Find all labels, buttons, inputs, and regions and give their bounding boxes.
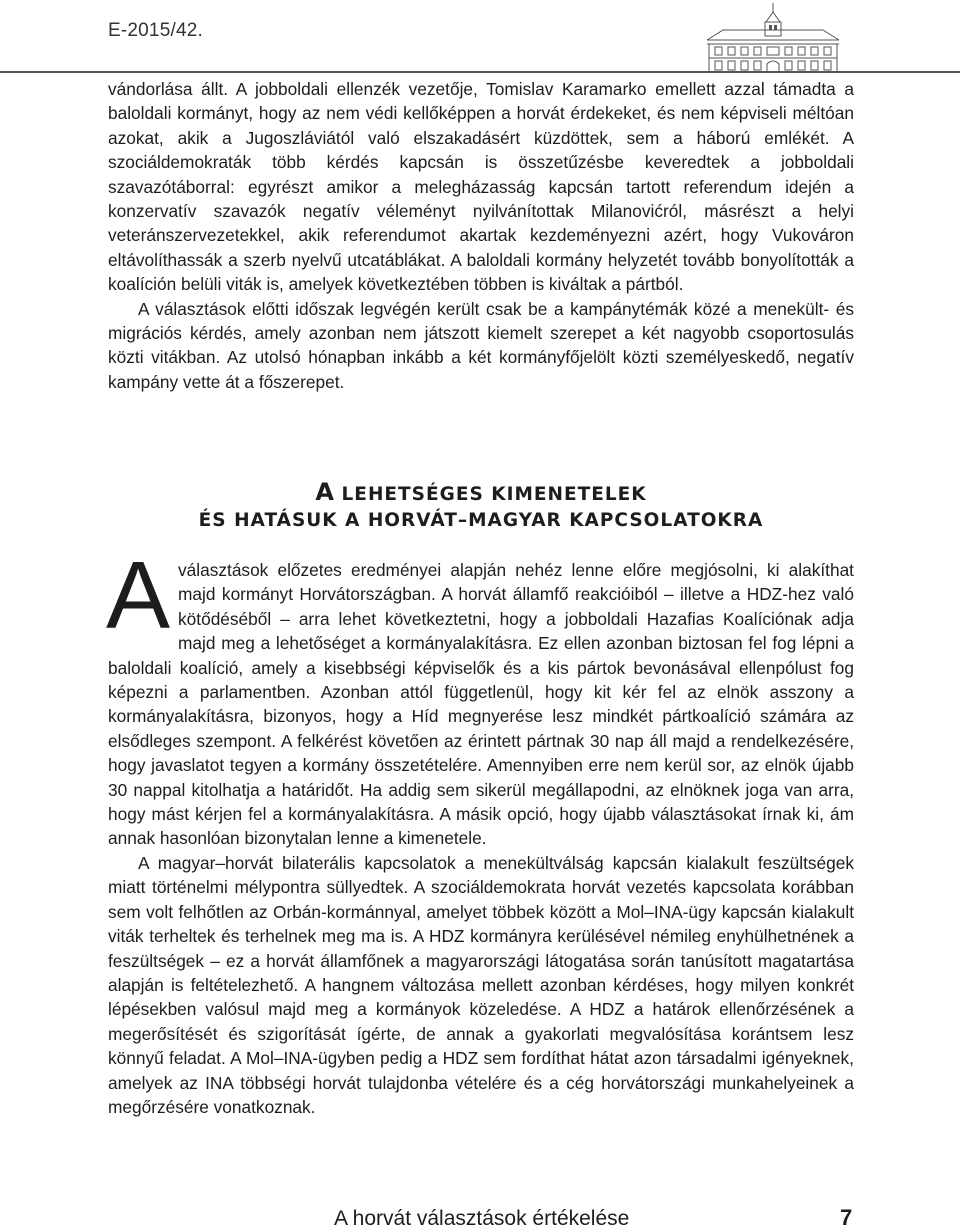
header-divider (0, 71, 960, 73)
section-title-line-1 (108, 478, 854, 506)
intro-paragraph-2: A választások előtti időszak legvégén került csak be a kampánytémák közé a menekült- és migrációs kérdés, amely azonban nem játszott kiemelt szerepet a két nagyobb csoportosulás közti vitákban. Az utolsó hónapban inkább a két kormányfőjelölt közti személyeskedő, negatív kampány vette át a főszerepet. (108, 298, 854, 392)
section-title-initial: A (315, 478, 335, 506)
section-text-block (106, 542, 854, 1119)
intro-paragraph-1: vándorlása állt. A jobboldali ellenzék vezetője, Tomislav Karamarko emellett azzal támadta a baloldali kormányt, hogy az nem védi kellőképpen a horvát érdekeket, és nem képviseli méltóan azokat, akik a Jugoszláviától való elszakadásért küzdöttek, sem a háború emlékét. A szociáldemokraták több kérdés kapcsán is összetűzésbe keveredtek a jobboldali szavazótáborral: egyrészt amikor a melegházasság kapcsán tartott referendum idején a konzervatív szavazók negatív véleményt nyilvánítottak Milanovićról, másrészt a helyi veteránszervezetekkel, akik referendumot akartak kezdeményezni azért, hogy Vukováron eltávolíthassák a szerb nyelvű utcatáblákat. A baloldali kormány helyzetét tovább bonyolították a koalíción belüli viták is, amelyek következtében többen is kiváltak a pártból. (108, 79, 854, 295)
footer-title: A horvát választások értékelése (334, 1207, 630, 1230)
section-title-line-2: ÉS HATÁSUK A HORVÁT–MAGYAR KAPCSOLATOKRA (198, 510, 764, 531)
document-code: E-2015/42. (108, 20, 203, 41)
section-paragraph-1: Aválasztások előzetes eredményei alapján nehéz lenne előre megjósolni, ki alakíthat majd kormányt Horvátországban. A horvát államfő reakcióiból – illetve a HDZ-hez való kötődéséből – arra lehet következtetni, hogy a jobboldali Hazafias Koalíciónak adja majd meg a lehetőséget a kormányalakításra. Ez ellen azonban biztosan fel fog lépni a baloldali koalíció, amely a kisebbségi képviselők és a kis pártok bevonásával ellenpólust fog képezni a parlamentben. Azonban attól függetlenül, hogy kit kér fel az elnök asszony a kormányalakításra, bizonyos, hogy a Híd megnyerése lesz mindkét pártkoalíció számára az elsődleges szempont. A felkérést követően az érintett pártnak 30 nap áll majd a rendelkezésére, hogy javaslatot tegyen a kormány összetételére. Amennyiben erre nem kerül sor, az elnök újabb 30 nappal kitolhatja a határidőt. Ha addig sem sikerül megállapodni, az elnöknek joga van arra, hogy mást kérjen fel a kormányalakításra. A másik opció, hogy újabb választásokat írnak ki, ám annak hasonlóan bizonytalan lenne a kimenetele. (106, 542, 854, 849)
section-paragraph-2: A magyar–horvát bilaterális kapcsolatok a menekültválság kapcsán kialakult feszültségek miatt történelmi mélypontra süllyedtek. A szociáldemokrata horvát vezetés kapcsolata korábban sem volt felhőtlen az Orbán-kormánnyal, amelyet többek között a Mol–INA-ügy kapcsán kialakult viták terheltek és terhelnek meg ma is. A HDZ kormányra kerülésével némileg enyhülhetnének a feszültségek – ez a horvát államfőnek a magyarországi látogatása során tanúsított magatartása alapján is feltételezhető. A hangnem változása mellett azonban kérdéses, hogy milyen konkrét lépésekben valósul majd meg a kormányok közeledése. A HDZ a határok ellenőrzésének a megerősítését és szigorítását ígérte, de annak a gyakorlati megvalósítása korántsem lesz könnyű feladat. A Mol–INA-ügyben pedig a HDZ sem fordíthat hátat azon társadalmi igényeknek, amelyek az INA többségi horvát tulajdonba vételére és a cég horvátországi munkahelyeinek a megőrzésére vonatkoznak. (108, 852, 854, 1117)
section-title-rest: LEHETSÉGES KIMENETELEK (341, 484, 647, 505)
page-number: 7 (840, 1205, 853, 1230)
building-facade-icon (703, 0, 843, 74)
intro-text-block (108, 77, 854, 394)
drop-cap: A (106, 542, 171, 649)
